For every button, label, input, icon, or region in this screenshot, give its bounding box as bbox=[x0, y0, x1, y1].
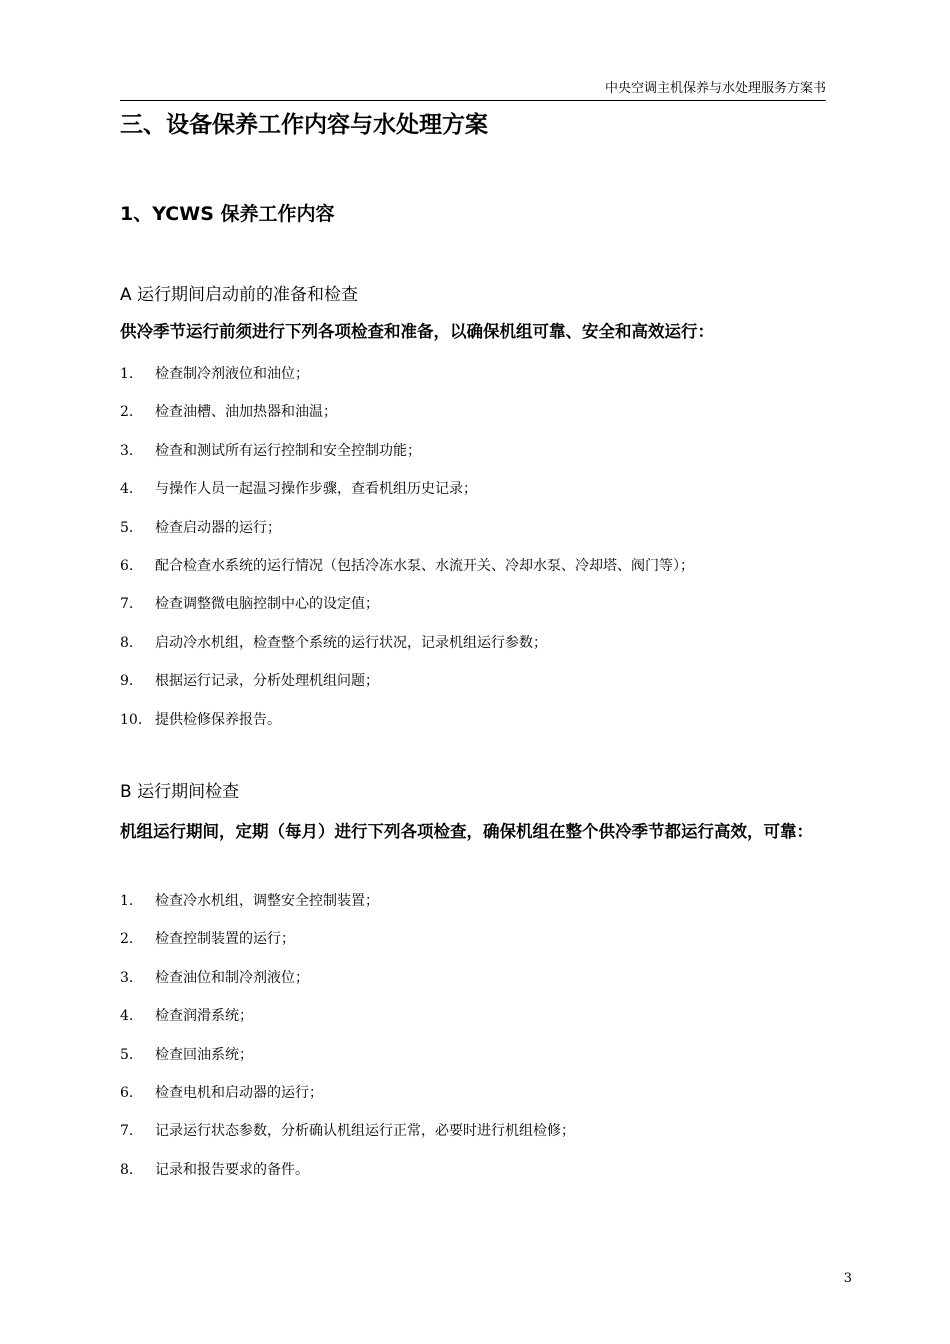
list-item-number: 10. bbox=[120, 711, 143, 728]
header-rule bbox=[120, 100, 826, 101]
list-item-text: 检查电机和启动器的运行； bbox=[155, 1084, 323, 1101]
list-item-number: 4. bbox=[120, 481, 134, 498]
list-item bbox=[120, 556, 840, 594]
list-item-text: 提供检修保养报告。 bbox=[155, 711, 281, 728]
list-item bbox=[120, 364, 840, 402]
list-item-text: 检查回油系统； bbox=[155, 1046, 253, 1063]
list-item-number: 5. bbox=[120, 1046, 134, 1063]
list-item bbox=[120, 594, 840, 632]
list-item-text: 记录和报告要求的备件。 bbox=[155, 1161, 309, 1178]
part-a-intro: 供冷季节运行前须进行下列各项检查和准备，以确保机组可靠、安全和高效运行： bbox=[120, 322, 714, 341]
section-title: 1、YCWS 保养工作内容 bbox=[120, 203, 335, 225]
list-item-text: 检查控制装置的运行； bbox=[155, 931, 295, 948]
list-item bbox=[120, 518, 840, 556]
list-item-text: 检查制冷剂液位和油位； bbox=[155, 366, 309, 382]
list-item bbox=[120, 1045, 840, 1083]
list-item-text: 启动冷水机组，检查整个系统的运行状况，记录机组运行参数； bbox=[155, 634, 547, 651]
list-item-number: 1. bbox=[120, 893, 134, 909]
part-b-list bbox=[120, 891, 840, 1198]
list-item-number: 4. bbox=[120, 1008, 134, 1025]
part-b-heading: B 运行期间检查 bbox=[120, 782, 240, 802]
list-item-number: 7. bbox=[120, 596, 134, 613]
list-item bbox=[120, 1121, 840, 1159]
list-item-number: 1. bbox=[120, 366, 134, 382]
list-item-number: 3. bbox=[120, 442, 134, 459]
part-a-list bbox=[120, 364, 840, 748]
list-item-number: 2. bbox=[120, 931, 134, 948]
list-item-text: 检查油槽、油加热器和油温； bbox=[155, 404, 337, 421]
list-item bbox=[120, 633, 840, 671]
list-item bbox=[120, 441, 840, 479]
list-item bbox=[120, 710, 840, 748]
list-item bbox=[120, 929, 840, 967]
list-item-number: 6. bbox=[120, 1084, 134, 1101]
list-item-text: 检查调整微电脑控制中心的设定值； bbox=[155, 596, 379, 613]
list-item bbox=[120, 1083, 840, 1121]
part-b-intro: 机组运行期间，定期（每月）进行下列各项检查，确保机组在整个供冷季节都运行高效，可靠： bbox=[120, 822, 813, 841]
list-item-number: 8. bbox=[120, 1161, 134, 1178]
list-item-number: 5. bbox=[120, 519, 134, 536]
list-item-text: 与操作人员一起温习操作步骤，查看机组历史记录； bbox=[155, 481, 477, 498]
list-item-number: 2. bbox=[120, 404, 134, 421]
list-item-text: 配合检查水系统的运行情况（包括冷冻水泵、水流开关、冷却水泵、冷却塔、阀门等）； bbox=[155, 557, 694, 574]
list-item-number: 7. bbox=[120, 1123, 134, 1140]
list-item bbox=[120, 891, 840, 929]
list-item bbox=[120, 402, 840, 440]
list-item-text: 记录运行状态参数，分析确认机组运行正常，必要时进行机组检修； bbox=[155, 1123, 575, 1140]
list-item-number: 8. bbox=[120, 634, 134, 651]
list-item-text: 检查润滑系统； bbox=[155, 1008, 253, 1025]
running-header: 中央空调主机保养与水处理服务方案书 bbox=[604, 81, 826, 96]
list-item-text: 检查冷水机组，调整安全控制装置； bbox=[155, 893, 379, 909]
list-item bbox=[120, 1006, 840, 1044]
list-item-text: 根据运行记录，分析处理机组问题； bbox=[155, 673, 379, 690]
chapter-title: 三、设备保养工作内容与水处理方案 bbox=[120, 112, 488, 138]
part-a-heading: A 运行期间启动前的准备和检查 bbox=[120, 285, 359, 305]
list-item-text: 检查启动器的运行； bbox=[155, 519, 281, 536]
page-number: 3 bbox=[843, 1271, 852, 1286]
list-item bbox=[120, 968, 840, 1006]
list-item-text: 检查油位和制冷剂液位； bbox=[155, 969, 309, 986]
list-item bbox=[120, 671, 840, 709]
list-item bbox=[120, 479, 840, 517]
list-item-text: 检查和测试所有运行控制和安全控制功能； bbox=[155, 442, 421, 459]
list-item bbox=[120, 1160, 840, 1198]
list-item-number: 3. bbox=[120, 969, 134, 986]
list-item-number: 9. bbox=[120, 673, 134, 690]
list-item-number: 6. bbox=[120, 557, 134, 574]
